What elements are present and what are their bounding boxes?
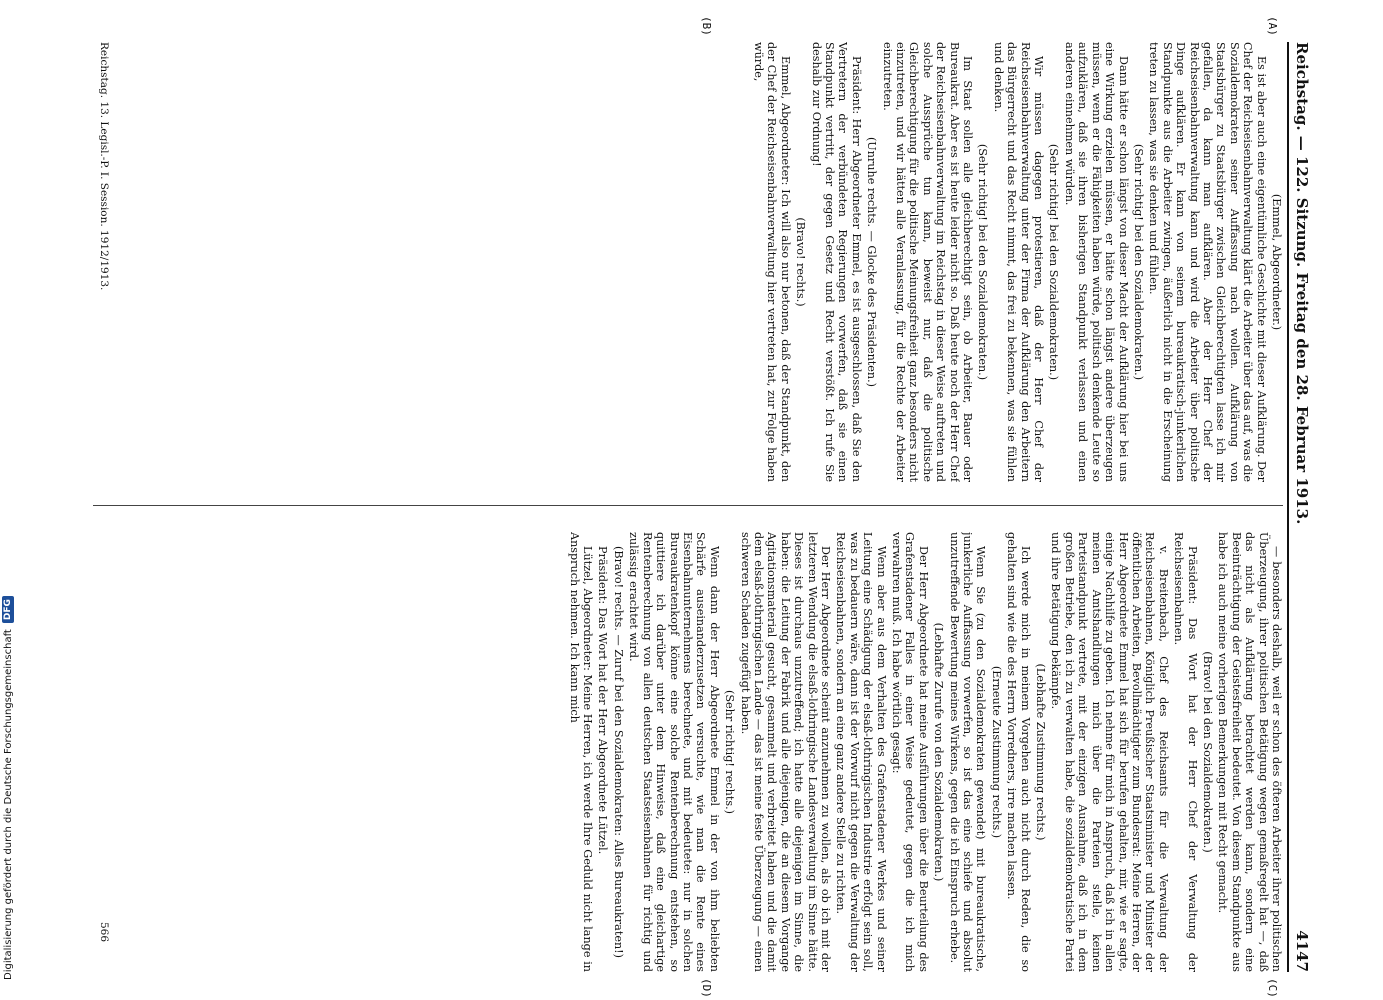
column-divider xyxy=(93,505,1283,506)
header-page-number: 4147 xyxy=(1293,930,1311,972)
paragraph: Dann hätte er schon längst von dieser Macht der Aufklärung hier bei uns eine Wirkung erzielen müssen, er hätte schon längst andere überzeugen müssen, wenn er die Fähigkeiten haben würde, politisch denkende Leute so aufzuklären, daß sie ihren bisherigen Standpunkt verlassen und einen anderen einnehmen würden. xyxy=(1062,42,1130,482)
paragraph: Wenn Sie (zu den Sozialdemokraten gewendet) mit bureaukratische, junkerliche Auffassung vorwerfen, so ist das eine schiefe und absolut unzutreffende Bewertung meines Wirkens, gegen die ich Einspruch erhebe. xyxy=(947,532,988,972)
interjection: (Unruhe rechts. — Glocke des Präsidenten.) xyxy=(865,136,879,388)
interjection: (Lebhafte Zustimmung rechts.) xyxy=(1034,663,1048,841)
header-title: Reichstag. — 122. Sitzung. Freitag den 28. Februar 1913. xyxy=(1293,42,1311,525)
paragraph: Wir müssen dagegen protestieren, daß der Herr Chef der Reichseisenbahnverwaltung unter der Firma der Aufklärung den Arbeitern das Bürgerrecht und das Recht nimmt, das frei zu bekennen, was sie fühlen und denken. xyxy=(991,42,1046,482)
page-footer-number: 566 xyxy=(98,922,110,943)
page-header xyxy=(1291,42,1313,972)
document-page xyxy=(88,16,1313,998)
paragraph: Präsident: Das Wort hat der Herr Chef der Verwaltung der Reichseisenbahnen. xyxy=(1172,532,1199,972)
paragraph: Der Herr Abgeordnete scheint anzunehmen zu wollen, als ob ich mit der letzteren Wendung die elsaß-lothringische Landesverwaltung im Sinne hätte. Dieses ist durchaus unzutreffend; ich hatte alle diejenigen im Sinne, die haben: die Leitung der Fabrik und alle diejenigen, die an diesem Vorgange Agitationsmaterial gesucht, gesammelt und verbreitet haben und die damit dem elsaß-lothringischen Lande — das ist meine feste Überzeugung — einen schweren Schaden zugefügt haben. xyxy=(738,532,832,972)
page-footer-left: Reichstag. 13. Legisl.-P. I. Session. 1912/1913. xyxy=(98,42,110,291)
digitization-credit-text: Digitalisierung gefördert durch die Deutsche Forschungsgemeinschaft xyxy=(2,629,14,980)
rotated-page xyxy=(88,16,1313,998)
paragraph: Der Herr Abgeordnete hat meine Ausführungen über die Beurteilung des Grafenstadener Falles in einer Weise gedeutet, gegen die ich mich verwahren muß. Ich habe wörtlich gesagt: xyxy=(890,532,930,972)
interjection: (Bravo! bei den Sozialdemokraten.) xyxy=(1200,651,1214,853)
interjection: (Lebhafte Zurufe von den Sozialdemokraten.) xyxy=(932,622,946,882)
interjection: (Sehr richtig! rechts.) xyxy=(723,689,737,815)
interjection: (Sehr richtig! bei den Sozialdemokraten.) xyxy=(1131,143,1145,381)
paragraph: Es ist aber auch eine eigentümliche Geschichte mit dieser Aufklärung. Der Chef der Reichseisenbahnverwaltung klärt die Arbeiter über das auf, was die Sozialdemokraten seiner Auffassung nach wollen. Aufklärung von Staatsbürger zu Staatsbürger zwischen Gleichberechtigten lasse ich mir gefallen, da kann man aufklären. Aber der Herr Chef der Reichseisenbahnverwaltung kann und wird die Arbeiter über politische Dinge aufklären. Er kann von seinem bureaukratisch-junkerlichen Standpunkte aus die Arbeiter zwingen, äußerlich nicht in die Erscheinung treten zu lassen, was sie denken und fühlen. xyxy=(1147,42,1268,482)
interjection: (Sehr richtig! bei den Sozialdemokraten.) xyxy=(1047,143,1061,381)
paragraph: Präsident: Herr Abgeordneter Emmel, es ist ausgeschlossen, daß Sie den Vertretern der verbündeten Regierungen vorwerfen, daß sie einen Standpunkt vertritt, der gegen Gesetz und Recht verstößt. Ich rufe Sie deshalb zur Ordnung! xyxy=(809,42,863,482)
speaker-note: (Emmel, Abgeordneter.) xyxy=(1270,193,1283,331)
margin-mark-b: (B) xyxy=(700,16,713,36)
paragraph: Lützel, Abgeordneter: Meine Herren, ich werde Ihre Geduld nicht lange in Anspruch nehmen. Ich kann mich xyxy=(567,532,595,972)
digitization-credit xyxy=(2,596,14,980)
header-rule xyxy=(1287,42,1289,972)
paragraph: Emmel, Abgeordneter: Ich will also nur betonen, daß der Standpunkt, den der Chef der Reichseisenbahnverwaltung hier vertreten hat, zur Folge haben würde, xyxy=(751,42,792,482)
dfg-logo: DFG xyxy=(2,596,14,623)
paragraph: — besonders deshalb, weil er schon des öfteren Arbeiter ihrer politischen Überzeugung, ihrer politischen Betätigung wegen gemaßregelt hat —, daß das nicht als Aufklärung betrachtet werden kann, sondern eine Beeinträchtigung der Geistesfreiheit bedeutet. Von diesem Standpunkte aus habe ich auch meine vorherigen Bemerkungen mit Recht gemacht. xyxy=(1216,532,1283,972)
interjection: (Bravo! rechts.) xyxy=(794,217,808,307)
left-column xyxy=(93,42,1283,482)
right-column xyxy=(93,532,1283,972)
margin-mark-d: (D) xyxy=(700,978,713,998)
paragraph: Im Staat sollen alle gleichberechtigt sein, ob Arbeiter, Bauer oder Bureaukrat. Aber es ist heute leider nicht so. Daß heute noch der Herr Chef der Reichseisenbahnverwaltung im Reichstag in dieser Weise auftreten und solche Aussprüche tun kann, beweist nur, daß die politische Gleichberechtigung für die politische Meinungsfreiheit ganz besonders nicht einzutreten, und wir hätten alle Veranlassung, für die Rechte der Arbeiter einzutreten. xyxy=(880,42,975,482)
margin-mark-a: (A) xyxy=(1266,16,1279,36)
paragraph: v. Breitenbach, Chef des Reichsamts für die Verwaltung der Reichseisenbahnen, Königlich Preußischer Staatsminister und Minister der öffentlichen Arbeiten, Bevollmächtigter zum Bundesrat: Meine Herren, der Herr Abgeordnete Emmel hat sich für berufen gehalten, mir, wie er sagte, einige Nachhilfe zu geben. Ich nehme für mich in Anspruch, daß ich in allen meinen Amtshandlungen mich über die Parteien stelle, keinen Parteistandpunkt vertrete, mit der einzigen Ausnahme, daß ich in dem großen Betriebe, den ich zu verwalten habe, die sozialdemokratische Partei und ihre Betätigung bekämpfe. xyxy=(1049,532,1170,972)
paragraph: Präsident: Das Wort hat der Herr Abgeordnete Lützel. xyxy=(596,546,610,855)
quotation: Wenn aber aus dem Verhalten des Grafenstadener Werkes und seiner Leitung eine Schädigung der elsaß-lothringischen Industrie erfolgt sein soll, was zu bedauern wäre, dann ist der Vorwurf nicht gegen die Verwaltung der Reichseisenbahnen, sondern an eine ganz andere Stelle zu richten. xyxy=(834,532,888,972)
interjection: (Erneute Zustimmung rechts.) xyxy=(989,665,1003,839)
paragraph: Ich werde mich in meinem Vorgehen auch nicht durch Reden, die so gehalten sind wie die des Herrn Vorredners, irre machen lassen. xyxy=(1005,532,1032,972)
digitization-credit-strip xyxy=(0,0,20,1000)
interjection: (Bravo! rechts. — Zuruf bei den Sozialdemokraten: Alles Bureaukraten!) xyxy=(611,545,625,959)
margin-mark-c: (C) xyxy=(1266,978,1279,998)
interjection: (Sehr richtig! bei den Sozialdemokraten.) xyxy=(976,143,990,381)
paragraph: Wenn dann der Herr Abgeordnete Emmel in der von ihm beliebten Schärfe auseinanderzusetzen versuchte, wie man die Rente eines Eisenbahnunternehmens berechnete, und mit bedeutete: nur in solchen Bureaukratenkopf könne eine solche Rentenberechnung entstehen, so quittiere ich darüber unter dem Hinweise, daß eine gleichartige Rentenberechnung von allen deutschen Staatseisenbahnen für richtig und zulässig erachtet wird. xyxy=(627,532,721,972)
